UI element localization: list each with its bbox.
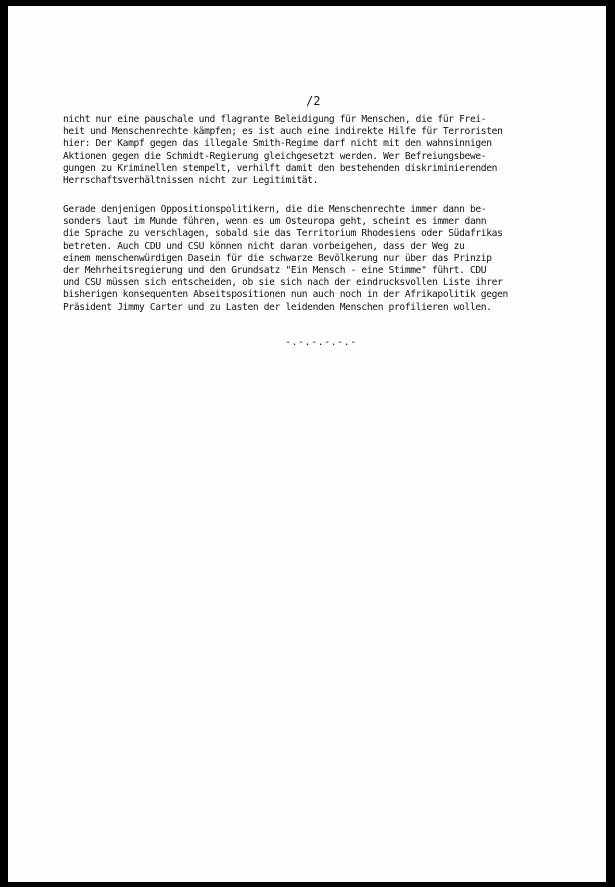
text-line: Herrschaftsverhältnissen nicht zur Legitimität. [63,175,319,187]
text-line: der Mehrheitsregierung und den Grundsatz "Ein Mensch - eine Stimme" führt. CDU [63,265,487,277]
text-line: nicht nur eine pauschale und flagrante Beleidigung für Menschen, die für Frei- [63,114,487,125]
text-line: einem menschenwürdigen Dasein für die schwarze Bevölkerung nur über das Prinzip [63,252,492,264]
end-separator: -.-.-.-.-.- [285,337,357,348]
paragraph-1 [63,114,563,187]
text-line: gungen zu Kriminellen stempelt, verhilft damit den bestehenden diskriminierenden [63,162,498,174]
text-line: Präsident Jimmy Carter und zu Lasten der leidenden Menschen profilieren wollen. [63,301,492,313]
document-page [8,6,606,882]
page-number: /2 [306,94,321,108]
text-line: sonders laut im Munde führen, wenn es um Osteuropa geht, scheint es immer dann [63,216,487,228]
paragraph-2 [63,204,563,314]
text-line: betreten. Auch CDU und CSU können nicht daran vorbeigehen, dass der Weg zu [63,240,465,252]
text-line: und CSU müssen sich entscheiden, ob sie sich nach der eindrucksvollen Liste ihrer [63,277,503,289]
text-line: Aktionen gegen die Schmidt-Regierung gleichgesetzt werden. Wer Befreiungsbewe- [63,150,487,162]
text-line: Gerade denjenigen Oppositionspolitikern, die die Menschenrechte immer dann be- [63,204,487,215]
text-line: bisherigen konsequenten Abseitspositionen nun auch noch in der Afrikapolitik gegen [63,289,508,301]
text-line: heit und Menschenrechte kämpfen; es ist auch eine indirekte Hilfe für Terroristen [63,126,503,138]
text-line: die Sprache zu verschlagen, sobald sie das Territorium Rhodesiens oder Südafrikas [63,228,503,240]
text-line: hier: Der Kampf gegen das illegale Smith-Regime darf nicht mit den wahnsinnigen [63,138,492,150]
